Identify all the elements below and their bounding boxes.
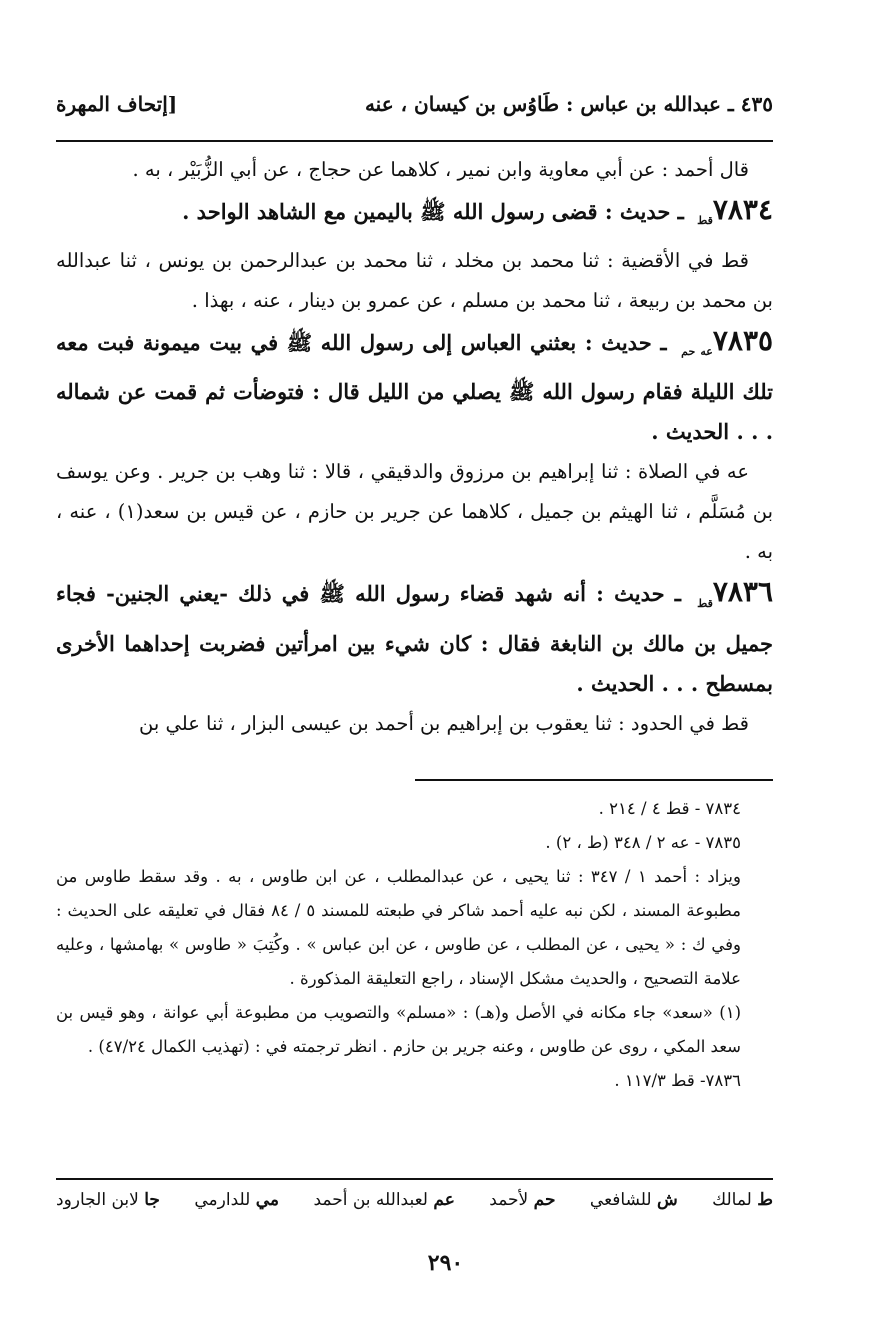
- hadith-source-code: قط: [697, 214, 713, 228]
- hadith-7834: [56, 190, 773, 241]
- legend-item: [590, 1190, 678, 1210]
- header-rule: [56, 140, 773, 142]
- running-header: [56, 84, 773, 124]
- hadith-text: ـ حديث : أنه شهد قضاء رسول الله ﷺ في ذلك -يعني الجنين- فجاء جميل بن مالك بن النابغة فقال : كان شيء بين امرأتين فضربت إحداهما الأخرى بمسطح . . . الحديث .: [56, 581, 773, 696]
- main-text: [56, 150, 773, 744]
- footnote-7834: ٧٨٣٤ - قط ٤ / ٢١٤ .: [598, 799, 741, 818]
- footnote-1: (١) «سعد» جاء مكانه في الأصل و(هـ) : «مسلم» والتصويب من مطبوعة أبي عوانة ، وهو قيس بن سعد المكي ، روى عن طاوس ، وعنه جرير بن حازم . انظر ترجمته في : (تهذيب الكمال ٤٧/٢٤) .: [56, 1003, 741, 1056]
- header-book-title: [إتحاف المهرة: [56, 92, 178, 116]
- hadith-source-code: قط: [697, 596, 713, 610]
- page-number: ٢٩٠: [427, 1250, 464, 1276]
- hadith-text: ـ حديث : بعثني العباس إلى رسول الله ﷺ في بيت ميمونة فبت معه تلك الليلة فقام رسول الله ﷺ يصلي من الليل قال : فتوضأت ثم قمت عن شماله . . . الحديث .: [56, 330, 773, 445]
- abbreviation-legend: [56, 1190, 773, 1210]
- footnote-rule: [415, 779, 773, 781]
- footnote-7836: ٧٨٣٦- قط ١١٧/٣ .: [614, 1071, 741, 1090]
- hadith-number: ٧٨٣٥: [712, 324, 774, 358]
- legend-text: لعبدالله بن أحمد: [313, 1190, 428, 1210]
- hadith-text: ـ حديث : قضى رسول الله ﷺ باليمين مع الشاهد الواحد .: [182, 199, 684, 224]
- legend-code: جا: [144, 1190, 160, 1210]
- footnote-7835: ٧٨٣٥ - عه ٢ / ٣٤٨ (ط ، ٢) .: [545, 833, 741, 852]
- hadith-source-code: عه حم: [681, 345, 713, 359]
- hadith-number: ٧٨٣٦: [712, 575, 773, 609]
- legend-code: مي: [255, 1190, 280, 1210]
- footnote-addition: ويزاد : أحمد ١ / ٣٤٧ : ثنا يحيى ، عن عبدالمطلب ، عن ابن طاوس ، به . وقد سقط طاوس من مطبوعة المسند ، لكن نبه عليه أحمد شاكر في طبعته للمسند ٥ / ٨٤ فقال في تعليقه على الحديث : وفي ك : « يحيى ، عن المطلب ، عن طاوس ، عن ابن عباس » . وكُتِبَ « طاوس » بهامشها ، وعليه علامة التصحيح ، والحديث مشكل الإسناد ، راجع التعليقة المذكورة .: [56, 867, 741, 988]
- legend-code: حم: [533, 1190, 556, 1210]
- hadith-7835: [56, 321, 773, 452]
- legend-code: عم: [433, 1190, 455, 1210]
- paragraph-source-7836: قط في الحدود : ثنا يعقوب بن إبراهيم بن أحمد بن عيسى البزار ، ثنا علي بن: [139, 711, 749, 735]
- footnotes: [56, 792, 773, 1098]
- paragraph-source-1: قال أحمد : عن أبي معاوية وابن نمير ، كلاهما عن حجاج ، عن أبي الزُّبَيْر ، به .: [132, 158, 749, 181]
- legend-rule: [56, 1178, 773, 1180]
- legend-item: [489, 1190, 555, 1210]
- legend-code: ش: [656, 1190, 678, 1210]
- hadith-number: ٧٨٣٤: [712, 193, 773, 226]
- legend-text: للدارمي: [194, 1190, 251, 1210]
- legend-text: لابن الجارود: [56, 1190, 139, 1210]
- header-chapter-title: ٤٣٥ ـ عبدالله بن عباس : طَاوُس بن كيسان ، عنه: [364, 92, 773, 116]
- hadith-7836: [56, 572, 773, 703]
- legend-item: [313, 1190, 454, 1210]
- legend-item: [56, 1190, 160, 1210]
- legend-code: ط: [757, 1190, 773, 1210]
- legend-text: للشافعي: [589, 1190, 652, 1210]
- legend-item: [712, 1190, 773, 1210]
- legend-text: لأحمد: [489, 1190, 529, 1210]
- paragraph-source-7835: عه في الصلاة : ثنا إبراهيم بن مرزوق والدقيقي ، قالا : ثنا وهب بن جرير . وعن يوسف بن مُسَلَّم ، ثنا الهيثم بن جميل ، كلاهما عن جرير بن حازم ، عن قيس بن سعد(١) ، عنه ، به .: [56, 460, 773, 564]
- paragraph-source-7834: قط في الأقضية : ثنا محمد بن مخلد ، ثنا محمد بن عبدالرحمن بن يونس ، ثنا عبدالله بن محمد بن ربيعة ، ثنا محمد بن مسلم ، عن عمرو بن دينار ، عنه ، بهذا .: [56, 249, 773, 313]
- legend-item: [194, 1190, 279, 1210]
- legend-text: لمالك: [712, 1190, 752, 1210]
